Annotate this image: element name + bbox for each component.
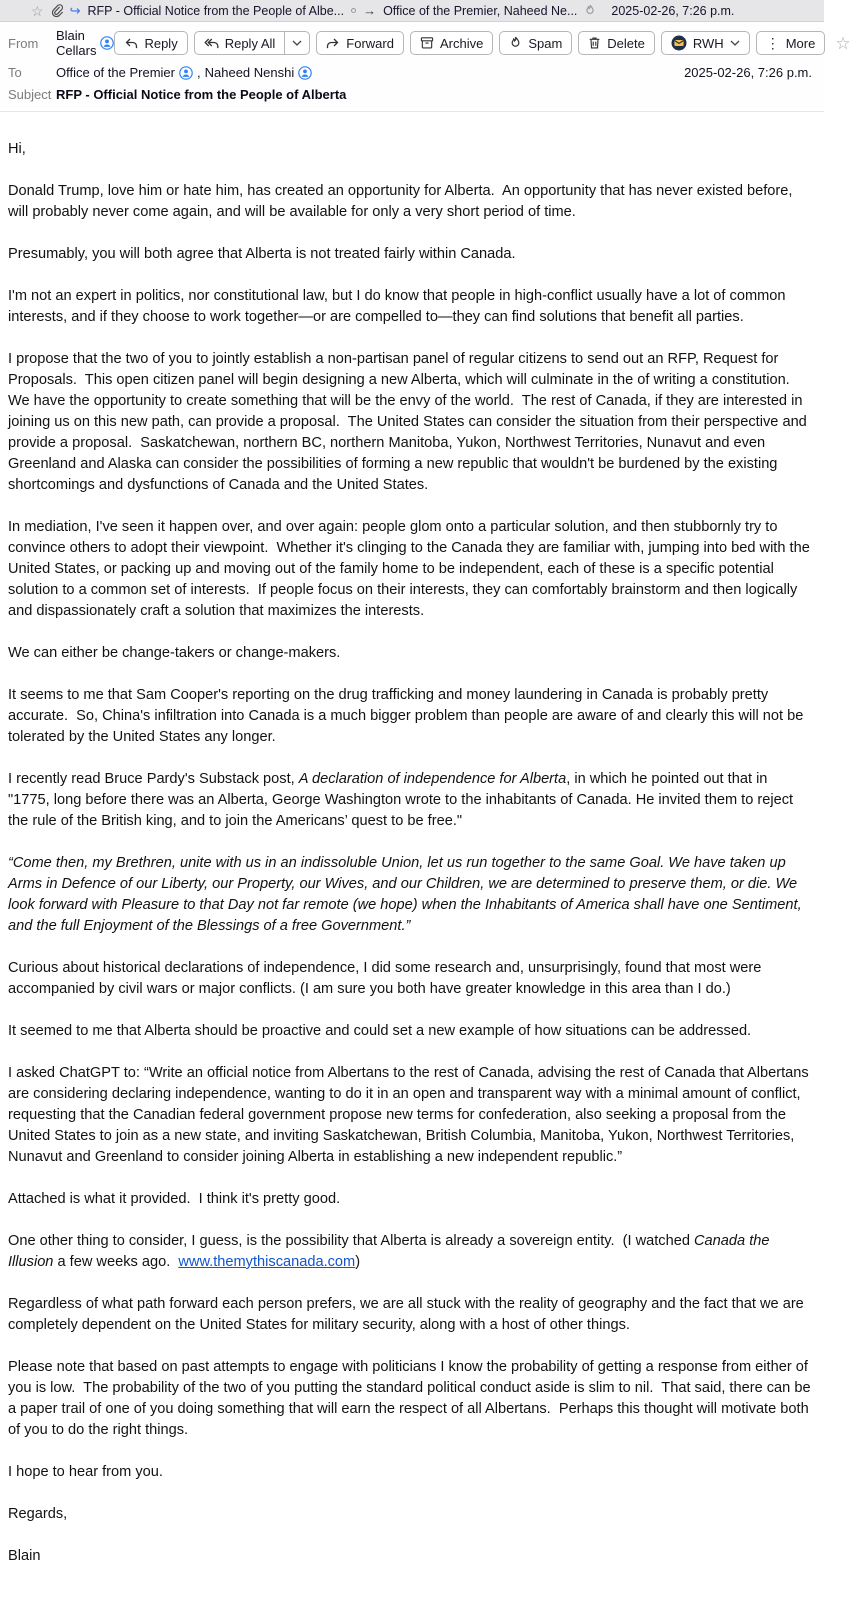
forward-button[interactable]: Forward	[316, 31, 404, 55]
body-text: a few weeks ago.	[53, 1254, 179, 1270]
from-label: From	[8, 35, 39, 51]
thread-title-primary[interactable]: RFP - Official Notice from the People of Albe...	[87, 3, 345, 18]
from-row	[8, 28, 851, 58]
body-text: It seemed to me that Alberta should be proactive and could set a new example of how situations can be addressed.	[8, 1023, 752, 1039]
body-paragraph	[8, 139, 812, 160]
thread-timestamp: 2025-02-26, 7:26 p.m.	[611, 3, 735, 18]
thread-title-secondary[interactable]: Office of the Premier, Naheed Ne...	[383, 3, 578, 18]
archive-button[interactable]: Archive	[410, 31, 493, 55]
body-paragraph	[8, 1063, 812, 1168]
body-text: Curious about historical declarations of independence, I did some research and, unsurprisingly, found that most were accompanied by civil wars or major conflicts. (I am sure you both have greater knowledge in this area than I do.)	[8, 960, 766, 997]
trash-icon	[588, 36, 601, 50]
thread-bar	[0, 0, 824, 22]
body-paragraph	[8, 1546, 812, 1567]
body-paragraph	[8, 244, 812, 265]
message-star-icon[interactable]: ☆	[835, 33, 851, 53]
body-text: It seems to me that Sam Cooper's reporting on the drug trafficking and money laundering in Canada is probably pretty accurate. So, China's infiltration into Canada is a much bigger problem than people are aware of and clearly this will not be tolerated by the United States any longer.	[8, 687, 808, 745]
body-paragraph	[8, 1357, 815, 1441]
body-paragraph	[8, 1231, 812, 1273]
subject-value: RFP - Official Notice from the People of Alberta	[56, 87, 347, 102]
body-text: One other thing to consider, I guess, is the possibility that Alberta is already a sovereign entity. (I watched	[8, 1233, 695, 1249]
body-text: Please note that based on past attempts to engage with politicians I know the probability of getting a response from either of you is low. The probability of the two of you putting the standard political conduct aside is slim to nil. That said, there can be a paper trail of one of you doing something that will earn the respect of all Albertans. Perhaps this thought will motivate both of you to do the right things.	[8, 1359, 815, 1438]
body-text: I hope to hear from you.	[8, 1464, 163, 1480]
archive-icon	[420, 36, 434, 50]
body-text: Hi,	[8, 141, 26, 157]
to-row	[8, 65, 816, 80]
body-text: We can either be change-takers or change-makers.	[8, 645, 341, 661]
reply-button[interactable]: Reply	[114, 31, 187, 55]
spam-flame-icon	[584, 4, 596, 17]
recipient-1[interactable]: Office of the Premier	[56, 65, 175, 80]
reply-all-group	[194, 31, 311, 55]
flame-icon	[509, 36, 522, 50]
body-text-italic: “Come then, my Brethren, unite with us in an indissoluble Union, let us run together to the same Goal. We have taken up Arms in Defence of our Liberty, our Property, our Wives, and our Children, we are determined to preserve them, or die. We look forward with Pleasure to that Day not far remote (we hope) when the Inhabitants of America shall have one Sentiment, and the full Enjoyment of the Blessings of a free Government.”	[8, 855, 806, 934]
body-paragraph	[8, 643, 812, 664]
body-text: Regardless of what path forward each person prefers, we are all stuck with the reality of geography and the fact that we are completely dependent on the United States for military security, along with a host of other things.	[8, 1296, 808, 1333]
body-text-italic: Canada the Illusion	[8, 1233, 774, 1270]
message-header	[0, 22, 851, 112]
body-text: Presumably, you will both agree that Alberta is not treated fairly within Canada.	[8, 246, 516, 262]
subject-row	[8, 87, 816, 102]
chevron-down-icon	[292, 40, 302, 46]
delete-button[interactable]: Delete	[578, 31, 655, 55]
to-label: To	[8, 65, 22, 80]
body-text-italic: A declaration of independence for Alberta	[298, 771, 567, 787]
body-paragraph	[8, 685, 812, 748]
email-body	[0, 112, 824, 1608]
body-text: Regards,	[8, 1506, 68, 1522]
body-link[interactable]: www.themythiscanada.com	[178, 1254, 356, 1270]
spam-button[interactable]: Spam	[499, 31, 572, 55]
subject-label: Subject	[8, 87, 52, 102]
contact-icon[interactable]	[100, 36, 114, 50]
contact-icon[interactable]	[179, 66, 193, 80]
body-text: I propose that the two of you to jointly establish a non-partisan panel of regular citizens to send out an RFP, Request for Proposals. This open citizen panel will begin designing a new Alberta, which will culminate in the of writing a constitution. We have the opportunity to create something that will be the envy of the world. The rest of Canada, if they are interested in joining us on this new path, can provide a proposal. The United States can consider the situation from their perspective and provide a proposal. Saskatchewan, northern BC, northern Manitoba, Yukon, Northwest Territories, Nunavut and even Greenland and Alaska can consider the possibilities of forming a new republic that wouldn't be burdened by the existing shortcomings and dysfunctions of Canada and the United States.	[8, 351, 811, 493]
body-text: Blain	[8, 1548, 41, 1564]
more-button[interactable]: ⋮ More	[756, 31, 826, 55]
recipient-separator: ,	[196, 65, 201, 80]
body-text: I asked ChatGPT to: “Write an official notice from Albertans to the rest of Canada, advising the rest of Canada that Albertans are considering declaring independence, wanting to do it in an open and transparent way with a minimal amount of conflict, requesting that the Canadian federal government propose new terms for confederation, also seeking a proposal from the United States to join as a new state, and inviting Saskatchewan, British Columbia, Manitoba, Yukon, Northwest Territories, Nunavut and Greenland to consider joining Alberta in establishing a new independent republic.”	[8, 1065, 813, 1165]
message-toolbar	[114, 31, 850, 55]
body-text: I recently read Bruce Pardy's Substack post,	[8, 771, 299, 787]
reply-all-dropdown[interactable]	[284, 31, 310, 55]
contact-icon[interactable]	[298, 66, 312, 80]
recipient-2[interactable]: Naheed Nenshi	[204, 65, 295, 80]
body-text: In mediation, I've seen it happen over, and over again: people glom onto a particular solution, and then stubbornly try to convince others to adopt their viewpoint. Whether it's clinging to the Canada they are familiar with, jumping into bed with the United States, or packing up and moving out of the family home to be independent, each of these is a specific potential solution to a common set of interests. If people focus on their interests, they can comfortably brainstorm and then logically and dispassionately craft a solution that maximizes the interests.	[8, 519, 814, 619]
body-paragraph	[8, 1462, 812, 1483]
body-text: Donald Trump, love him or hate him, has created an opportunity for Alberta. An opportunity that has never existed before, will probably never come again, and will be available for only a very short period of time.	[8, 183, 797, 220]
rwh-folder-icon	[671, 35, 687, 51]
body-paragraph	[8, 1021, 812, 1042]
body-text: )	[355, 1254, 361, 1270]
forward-icon	[326, 37, 340, 50]
body-paragraph	[8, 1294, 812, 1336]
body-paragraph	[8, 517, 812, 622]
message-date: 2025-02-26, 7:26 p.m.	[684, 65, 812, 80]
thread-arrow-icon: →	[363, 3, 377, 18]
paperclip-icon	[51, 4, 63, 18]
from-value[interactable]: Blain Cellars	[56, 28, 97, 58]
vertical-ellipsis-icon: ⋮	[765, 34, 780, 51]
chevron-down-icon	[730, 40, 740, 46]
body-text: I'm not an expert in politics, nor constitutional law, but I do know that people in high-conflict usually have a lot of common interests, and if they choose to work together—or are compelled to—they can find solutions that benefit all parties.	[8, 288, 790, 325]
body-paragraph	[8, 769, 812, 832]
star-outline-icon[interactable]: ☆	[31, 2, 44, 19]
body-paragraph	[8, 349, 812, 496]
thread-dot-icon	[351, 8, 356, 13]
body-paragraph	[8, 181, 812, 223]
body-paragraph	[8, 1504, 812, 1525]
body-text: , in which he pointed out that in "1775, long before there was an Alberta, George Washington wrote to the inhabitants of Canada. He invited them to reject the rule of the British king, and to join the Americans’ quest to be free."	[8, 771, 798, 829]
body-paragraph	[8, 853, 812, 937]
body-text: Attached is what it provided. I think it's pretty good.	[8, 1191, 341, 1207]
forwarded-arrow-icon: ↪	[69, 3, 81, 18]
rwh-move-button[interactable]: RWH	[661, 31, 750, 55]
body-paragraph	[8, 286, 812, 328]
reply-all-icon	[204, 37, 219, 50]
reply-all-button[interactable]: Reply All	[194, 31, 286, 55]
reply-icon	[124, 37, 138, 50]
body-paragraph	[8, 1189, 812, 1210]
body-paragraph	[8, 958, 812, 1000]
